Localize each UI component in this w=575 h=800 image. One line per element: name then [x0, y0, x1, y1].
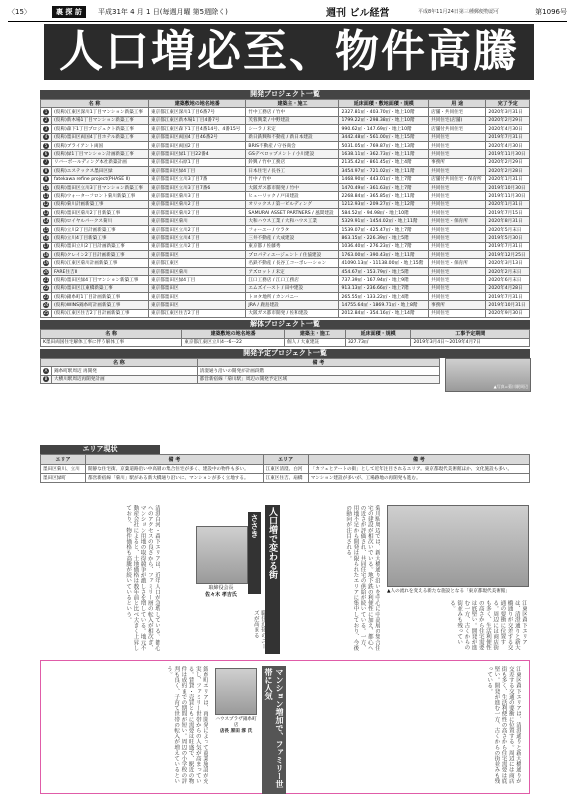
dev-cell: 東京都墨田区菊川3丁目 [149, 192, 246, 200]
dev-cell: 江口工務店 / 江口工務店 [246, 276, 339, 284]
dev-cell: (仮称)江東区菊川計画新築工事 [52, 259, 149, 267]
dev-cell: 共同住宅 [429, 133, 486, 141]
demo-header-cell: 名 称 [41, 330, 182, 338]
dev-cell: 2020年2月29日 [486, 116, 530, 124]
dev-cell: オリックス / 第一ビルディング [246, 200, 339, 208]
dev-cell: 鈴興 / 竹中工務店 [246, 158, 339, 166]
planned-cell: 錦糸町駅周辺 再開発 [52, 367, 198, 375]
page-header [8, 4, 567, 20]
area-status [40, 445, 530, 483]
area-header-cell: 備 考 [86, 455, 264, 465]
article-body-1: 清澄白河・森下エリアは、近年人口が急増している。都心へのアクセスの良さから、ファミリー層の転入が相次ぎ、マンション用地の取得競争が激しさを増している。地元不動産会社によると、土地価格は数年前と比べ大きく上昇しており、物件価格も高騰が続いているという。 [125, 505, 160, 651]
dev-cell: 2020年4月30日 [486, 141, 530, 149]
row-number: 1 [44, 109, 48, 115]
dev-cell: (仮称)森下1丁目プロジェクト新築工事 [52, 125, 149, 133]
row-number: 10 [43, 184, 49, 190]
dev-cell: (仮称)菊川計画新築工事 [52, 200, 149, 208]
dev-cell: エムズイースト / 田中建設 [246, 284, 339, 292]
dev-cell: 共同住宅(店舗) [429, 116, 486, 124]
dev-cell: 竹中工務店 / 竹中 [246, 108, 339, 116]
table-row [41, 225, 530, 233]
dev-cell: 2020年2月末日 [486, 267, 530, 275]
dev-cell: 店舗付共同住宅 [429, 125, 486, 133]
dev-cell: 2019年10月30日 [486, 183, 530, 191]
issue-number: 第1096号 [535, 8, 567, 16]
dev-cell: 584.52㎡・94.98㎡・地上10階 [339, 209, 429, 217]
dev-cell: 東京都墨田区石原1丁目 [149, 158, 246, 166]
section-badge: 裏 探 訪 [52, 6, 86, 18]
dev-cell: 1638.11㎡・362.73㎡・地上11階 [339, 150, 429, 158]
dev-cell: GSデベロップメント / 小川建設 [246, 150, 339, 158]
dev-cell: 東京都江東区深川1丁目6番7号 [149, 108, 246, 116]
row-number: 20 [43, 268, 49, 274]
table-row [41, 309, 530, 317]
dev-cell: SAMURAI ASSET PARTNERS / 風間建設 [246, 209, 339, 217]
row-number: 14 [43, 218, 49, 224]
dev-cell: 共同住宅 [429, 183, 486, 191]
author-portrait [196, 526, 248, 584]
dev-cell: 大阪ガス都市開発 / 竹中 [246, 183, 339, 191]
dev-cell: 共同住宅 [429, 251, 486, 259]
dev-header-cell: 建築主・施工 [246, 100, 339, 108]
museum-photo [387, 505, 529, 587]
dev-cell: リバーボールディング本社新築計画 [52, 158, 149, 166]
row-number: 5 [44, 142, 48, 148]
dev-cell: 共同住宅 [429, 234, 486, 242]
demo-cell: 327.73㎡ [345, 338, 411, 346]
publication-name: 週刊 ビル経営 [326, 8, 390, 19]
dev-cell: 2019年10月31日 [486, 301, 530, 309]
dev-cell: 1470.49㎡・361.63㎡・地上7階 [339, 183, 429, 191]
dev-cell: 共同住宅・保育所 [429, 217, 486, 225]
table-row [41, 192, 530, 200]
table-row [41, 108, 530, 116]
dev-cell: (仮称)ロイヤルパークス菊川 [52, 217, 149, 225]
featured-article-body: 錦糸町エリアは、再開発によって商業施設が充実し、ファミリー世帯からの人気が高まっている。賃貸・売買ともに需要は旺盛で、駅近の物件は成約までの期間が短い。周辺の小学校の評判も良く、子育て世帯の転入が増えているという。 [165, 666, 208, 784]
row-number: 25 [43, 310, 49, 316]
dev-header-cell: 用 途 [429, 100, 486, 108]
dev-cell: 2020年2月28日 [486, 167, 530, 175]
dev-cell: 共同住宅 [429, 141, 486, 149]
dev-cell: 共同住宅 [429, 150, 486, 158]
planned-cell: 大横川駅周辺再開発計画 [52, 375, 198, 383]
dev-cell: JRA / 鹿島建設 [246, 301, 339, 309]
table-row [41, 367, 440, 375]
dev-cell: 東京都墨田区緑1丁目22番4 [149, 150, 246, 158]
demo-header-row [41, 330, 530, 338]
area-cell: 都営新宿線「菊川」駅がある新大橋通り沿いに、マンションが多く立地する。 [86, 474, 264, 483]
table-row [41, 474, 530, 483]
dev-cell: 2019年7月15日 [486, 209, 530, 217]
museum-photo-caption: ▲人の流れを変える新たな施設となる「東京都現代美術館」 [387, 589, 510, 594]
demo-cell: K墨田両国住宅解体工事に伴う解体工事 [41, 338, 182, 346]
dev-table [40, 99, 530, 318]
dev-cell: (仮称)立川2丁目計画新築工事 [52, 225, 149, 233]
dev-cell: 東京都墨田区 [149, 284, 246, 292]
dev-cell: 3454.97㎡・721.02㎡・地上11階 [339, 167, 429, 175]
dev-cell: (仮称)墨田立川2丁目計画新築工事 [52, 242, 149, 250]
dev-cell: 共同住宅 [429, 267, 486, 275]
table-row [41, 259, 530, 267]
row-number: 24 [43, 302, 49, 308]
dev-cell: 41090.13㎡・11138.00㎡・地上15階 [339, 259, 429, 267]
table-row [41, 209, 530, 217]
dev-cell: 3442.48㎡・561.00㎡・地上15階 [339, 133, 429, 141]
dev-cell: 大和ハウス工業 / 大和ハウス工業 [246, 217, 339, 225]
dev-cell: 東京都墨田区 [149, 301, 246, 309]
table-row [41, 116, 530, 124]
dev-cell: 1799.22㎡・298.38㎡・地上10階 [339, 116, 429, 124]
dev-cell: 1539.07㎡・425.47㎡・地上7階 [339, 225, 429, 233]
row-marker: A [44, 368, 48, 374]
table-row [41, 276, 530, 284]
row-number: 2 [44, 117, 48, 123]
planned-header-cell: 備 考 [197, 358, 439, 366]
planned-cell: 清澄通り沿いの開発が計画段階 [197, 367, 439, 375]
dev-cell: 2020年4月30日 [486, 125, 530, 133]
dev-header-cell: 完了予定 [486, 100, 530, 108]
development-project-list [40, 90, 530, 392]
dev-cell: 2020年3月31日 [486, 108, 530, 116]
dev-cell: 事務所 [429, 301, 486, 309]
article-headline: 人口増で変わる街 [265, 505, 280, 654]
dev-cell: 2012.84㎡・354.16㎡・地上14階 [339, 309, 429, 317]
dev-cell: 共同住宅・保育所 [429, 259, 486, 267]
postal-note: 平成8年11月24日第三種郵便物認可 [418, 9, 499, 15]
dev-cell: 1212.93㎡・209.27㎡・地上12階 [339, 200, 429, 208]
planned-header-cell: 名 称 [41, 358, 198, 366]
dev-cell: 東京都江東区森下1丁目4番14号、4番15号 [149, 125, 246, 133]
table-row [41, 150, 530, 158]
row-number: 19 [43, 260, 49, 266]
row-number: 13 [43, 209, 49, 215]
dev-cell: (仮称)墨田区江東橋新築工事 [52, 284, 149, 292]
planned-table [40, 358, 440, 384]
planned-cell: 都営新宿線「菊川駅」周辺の開発予定区域 [197, 375, 439, 383]
dev-cell: BRIS不動産 / 守谷商会 [246, 141, 339, 149]
area-table [40, 454, 530, 483]
demo-cell: 東京都江東区立川4ー6ー22 [182, 338, 285, 346]
dev-cell: 共同住宅 [429, 276, 486, 284]
dev-cell: 東京都墨田区両国4丁目46番2号 [149, 133, 246, 141]
dev-cell: 東京都墨田区緑4丁目 [149, 167, 246, 175]
dev-header-cell: 名 称 [41, 100, 149, 108]
dev-cell: 東京都墨田区立川3丁目7番6 [149, 183, 246, 191]
table-row [41, 267, 530, 275]
dev-cell: 共同住宅 [429, 200, 486, 208]
dev-cell: 2019年11月30日 [486, 192, 530, 200]
store-author-block [214, 716, 258, 734]
dev-table-body [41, 108, 530, 318]
author-block [196, 584, 246, 598]
dev-cell: 5031.05㎡・769.87㎡・地上13階 [339, 141, 429, 149]
dev-cell: 265.55㎡・133.22㎡・地上4階 [339, 292, 429, 300]
dev-cell: 2020年8月31日 [486, 217, 530, 225]
dev-cell: FARE住吉Ⅱ [52, 267, 149, 275]
row-marker: B [44, 376, 48, 382]
table-row [41, 338, 530, 346]
article-body-2: 菊川駅周辺では、新大橋通り沿いを中心に中高層の集合住宅の建設が相次いでいる。地下鉄の利便性に加え、都心への近さが評価され、共同住宅の供給が続いている。一方、用地不足から開発は限られたエリアに集中しており、今後の動向が注目される。 [345, 505, 380, 651]
row-number: 9 [44, 176, 48, 182]
dev-cell: 共同住宅 [429, 209, 486, 217]
dev-cell: 2020年1月31日 [486, 175, 530, 183]
dev-cell: 東京都墨田区菊川2丁目 [149, 200, 246, 208]
table-row [41, 175, 530, 183]
planned-section-title: 開発予定プロジェクト一覧 [40, 349, 530, 358]
table-row [41, 200, 530, 208]
demo-table [40, 329, 530, 347]
dev-cell: 東京都墨田区緑4丁目 [149, 276, 246, 284]
table-row [41, 375, 440, 383]
table-row [41, 284, 530, 292]
dev-cell: 芙蓉興業 / 中野建設 [246, 116, 339, 124]
table-row [41, 465, 530, 474]
header-rule [8, 21, 567, 22]
dev-cell: 東京都墨田区菊川 [149, 267, 246, 275]
dev-cell: 2019年5月30日 [486, 234, 530, 242]
dev-cell: (仮称)ブライアント両国 [52, 141, 149, 149]
dev-cell: (仮称)墨田区両国4丁目ホテル新築工事 [52, 133, 149, 141]
dev-cell: 共同住宅 [429, 225, 486, 233]
dev-cell: 東京都墨田区 [149, 292, 246, 300]
dev-cell: (仮称)エステックス墨田区緑 [52, 167, 149, 175]
table-row [41, 158, 530, 166]
row-number: 3 [44, 125, 48, 131]
dev-cell: (仮称)WINS錦糸町計画新築工事 [52, 301, 149, 309]
area-header-row [41, 455, 530, 465]
dev-cell: 共同住宅 [429, 167, 486, 175]
dev-cell: (仮称)クレイン2丁目計画新築工事 [52, 251, 149, 259]
dev-cell: 共同住宅 [429, 309, 486, 317]
dev-cell: 共同住宅 [429, 192, 486, 200]
dev-header-row [41, 100, 530, 108]
dev-cell: プロパティエージェント / 住協建設 [246, 251, 339, 259]
demo-header-cell: 建築主・施工 [285, 330, 346, 338]
dev-cell: 737.39㎡・167.94㎡・地上9階 [339, 276, 429, 284]
author-label: 取締役会長 [208, 585, 234, 591]
dev-cell: 1468.90㎡・443.01㎡・地上7階 [339, 175, 429, 183]
row-number: 23 [43, 293, 49, 299]
dev-cell: 1763.00㎡・390.43㎡・地上11階 [339, 251, 429, 259]
dev-cell: アズロット / 未定 [246, 267, 339, 275]
dev-cell: 東京都墨田区立川2丁目 [149, 225, 246, 233]
dev-cell: 東京都江東区 [149, 259, 246, 267]
store-manager-name: 店長 原田 淳 氏 [219, 729, 253, 734]
dev-cell: 東京都墨田区菊川 [149, 217, 246, 225]
dev-cell: 東京都 / 佐藤秀 [246, 242, 339, 250]
dev-cell: フォーユー / ウラタ [246, 225, 339, 233]
demo-section-title: 解体プロジェクト一覧 [40, 320, 530, 329]
dev-cell: 2327.81㎡・403.70㎡・地上10階 [339, 108, 429, 116]
banner-title: 人口増必至、物件高騰 [44, 24, 534, 80]
area-cell: 「カフェとアートの街」として近年注目されるエリア。東京都現代美術館ほか、文化施設も多い。 [308, 465, 529, 474]
table-row [41, 133, 530, 141]
article-tag: ささき [248, 512, 261, 594]
dev-cell: 2135.42㎡・861.45㎡・地上4階 [339, 158, 429, 166]
area-section-title: エリア現状 [40, 445, 160, 454]
area-cell: 江東区清澄、白河 [263, 465, 308, 474]
dev-cell: (仮称)緑1丁目マンション計画新築工事 [52, 150, 149, 158]
dev-header-cell: 建築敷地の地名地番 [149, 100, 246, 108]
table-row [41, 217, 530, 225]
dev-cell: 2020年4月28日 [486, 284, 530, 292]
dev-cell: 大阪ガス都市開発 / 佐和建設 [246, 309, 339, 317]
row-number: 22 [43, 285, 49, 291]
row-number: 21 [43, 276, 49, 282]
dev-cell: 454.67㎡・153.79㎡・地上5階 [339, 267, 429, 275]
dev-cell: 店舗付共同住宅・保育所 [429, 175, 486, 183]
dev-cell: 名鉄不動産 / 長谷工コーポレーション [246, 259, 339, 267]
row-number: 8 [44, 167, 48, 173]
dev-header-cell: 延床面積・敷地面積・規模 [339, 100, 429, 108]
area-cell: 江東区住吉、扇橋 [263, 474, 308, 483]
dev-cell: 共同住宅 [429, 284, 486, 292]
dev-cell: 2019年7月31日 [486, 133, 530, 141]
issue-date: 平成31年 4 月 1 日(毎週月曜 第5週除く) [98, 8, 228, 16]
dev-cell: 共同住宅 [429, 292, 486, 300]
dev-cell: 2020年1月31日 [486, 200, 530, 208]
store-manager-portrait [215, 668, 257, 715]
row-number: 18 [43, 251, 49, 257]
dev-cell: 2019年11月30日 [486, 150, 530, 158]
dev-section-title: 開発プロジェクト一覧 [40, 90, 530, 99]
area-header-cell: エリア [263, 455, 308, 465]
row-number: 12 [43, 201, 49, 207]
dev-cell: (仮称)ウォーターフロント菊川新築工事 [52, 192, 149, 200]
table-row [41, 234, 530, 242]
dev-cell: 5329.91㎡・1454.02㎡・地上11階 [339, 217, 429, 225]
dev-cell: (仮称)錦糸町1丁目計画新築工事 [52, 292, 149, 300]
table-row [41, 251, 530, 259]
dev-cell: 店舗・共同住宅 [429, 108, 486, 116]
row-number: 7 [44, 159, 48, 165]
author-name: 佐々木 孝吉氏 [205, 592, 237, 598]
table-row [41, 242, 530, 250]
photo-caption: ▲写真=菊川駅周辺 [493, 383, 528, 389]
article-body-3: 江東区森下エリアは、清澄通りと新大橋通りが交差する交通の要衝に位置する。周辺には商店街も多く、生活利便性の高さから住宅需要は底堅い。開発が進む一方、古くからの街並みも残っている。 [448, 600, 527, 651]
dev-cell: (仮称)江東区深川1丁目マンション新築工事 [52, 108, 149, 116]
article-subhead: 職住近接のニーズが高まる [252, 610, 266, 650]
dev-cell: シーラ / 未定 [246, 125, 339, 133]
dev-cell: 東京都墨田区両国2丁目 [149, 141, 246, 149]
dev-cell: 共同住宅 [429, 242, 486, 250]
dev-cell: トヨタ地所 / カンパニー [246, 292, 339, 300]
area-cell: 墨田区緑町 [41, 474, 86, 483]
dev-cell: 2019年7月31日 [486, 292, 530, 300]
row-number: 15 [43, 226, 49, 232]
dev-cell: 2020年3月13日 [486, 259, 530, 267]
dev-cell: (仮称)新木場1丁目マンション新築工事 [52, 116, 149, 124]
table-row [41, 141, 530, 149]
dev-cell: (仮称)墨田区立川3丁目マンション新築工事 [52, 183, 149, 191]
dev-cell: 東京都江東区住吉2丁目 [149, 309, 246, 317]
dev-cell: 863.15㎡・226.39㎡・地上5階 [339, 234, 429, 242]
demo-cell: 個人 / 大東建託 [285, 338, 346, 346]
dev-cell: (仮称)墨田区緑4丁目マンション新築工事 [52, 276, 149, 284]
table-row [41, 125, 530, 133]
demo-cell: 2019年3月4日〜2019年4月7日 [411, 338, 530, 346]
dev-cell: (仮称)江東区住吉2丁目計画新築工事 [52, 309, 149, 317]
page-number: 〈15〉 [8, 8, 31, 16]
dev-cell: 東京都墨田区立川2丁目 [149, 242, 246, 250]
featured-headline: マンション増加で、ファミリー世帯に人気 [262, 666, 286, 794]
dev-cell: 東京都墨田区 [149, 251, 246, 259]
dev-cell: 913.13㎡・236.66㎡・地上7階 [339, 284, 429, 292]
featured-article-body-2: 江東区森下エリアは、清澄通りと新大橋通りが交差する交通の要衝に位置する。周辺には商店街も多く、生活利便性の高さから住宅需要は底堅い。開発が進む一方、古くからの街並みも残っている。 [486, 666, 521, 784]
row-number: 16 [43, 234, 49, 240]
dev-cell: 2020年6月末日 [486, 276, 530, 284]
dev-cell: 2020年5月末日 [486, 225, 530, 233]
dev-cell: 日本住宅 / 長谷工 [246, 167, 339, 175]
area-header-cell: エリア [41, 455, 86, 465]
dev-cell: 三井不動産 / 大成建設 [246, 234, 339, 242]
dev-cell: 東京都江東区新木場1丁目4番7号 [149, 116, 246, 124]
dev-cell: ヒューリック / 戸田建設 [246, 192, 339, 200]
dev-cell: 2019年7月31日 [486, 242, 530, 250]
area-header-cell: 備 考 [308, 455, 529, 465]
area-cell: 墨田区菊川、立川 [41, 465, 86, 474]
dev-cell: fatekawa refine project(PHASE II) [52, 175, 149, 183]
dev-cell: 990.62㎡・147.69㎡・地上10階 [339, 125, 429, 133]
dev-cell: 1036.40㎡・276.23㎡・地上7階 [339, 242, 429, 250]
table-row [41, 301, 530, 309]
dev-cell: 事務所 [429, 158, 486, 166]
area-cell: 開静な住宅街。京葉道路沿い中高層の集合住宅が多く、建設中の物件も多い。 [86, 465, 264, 474]
dev-cell: 2019年12月25日 [486, 251, 530, 259]
dev-cell: (仮称)墨田区菊川2丁目新築工事 [52, 209, 149, 217]
row-number: 17 [43, 243, 49, 249]
station-photo [445, 358, 531, 392]
dev-cell: 2020年9月30日 [486, 309, 530, 317]
table-row [41, 167, 530, 175]
dev-cell: 東京都墨田区立川4丁目 [149, 234, 246, 242]
dev-cell: 東京都墨田区立川3丁目7番 [149, 175, 246, 183]
dev-cell: 新日鉄興和不動産 / 新日本建設 [246, 133, 339, 141]
dev-cell: 14755.64㎡・1869.71㎡・地上8階 [339, 301, 429, 309]
row-number: 6 [44, 151, 48, 157]
store-label: ハウスプラザ錦糸町店 [215, 717, 257, 728]
planned-header-row [41, 358, 440, 366]
table-row [41, 292, 530, 300]
demo-header-cell: 建築敷地の地名地番 [182, 330, 285, 338]
dev-cell: 竹中 / 竹中 [246, 175, 339, 183]
row-number: 11 [43, 192, 49, 198]
demo-header-cell: 延床面積・規模 [345, 330, 411, 338]
dev-cell: 2020年2月29日 [486, 158, 530, 166]
dev-cell: (仮称)立川4丁目新築工事 [52, 234, 149, 242]
row-number: 4 [44, 134, 48, 140]
table-row [41, 183, 530, 191]
demo-header-cell: 工事予定期間 [411, 330, 530, 338]
dev-cell: 2268.84㎡・365.85㎡・地上11階 [339, 192, 429, 200]
dev-cell: 東京都墨田区菊川2丁目 [149, 209, 246, 217]
area-cell: マンション建設が多いが、工場跡地の再開発も進む。 [308, 474, 529, 483]
